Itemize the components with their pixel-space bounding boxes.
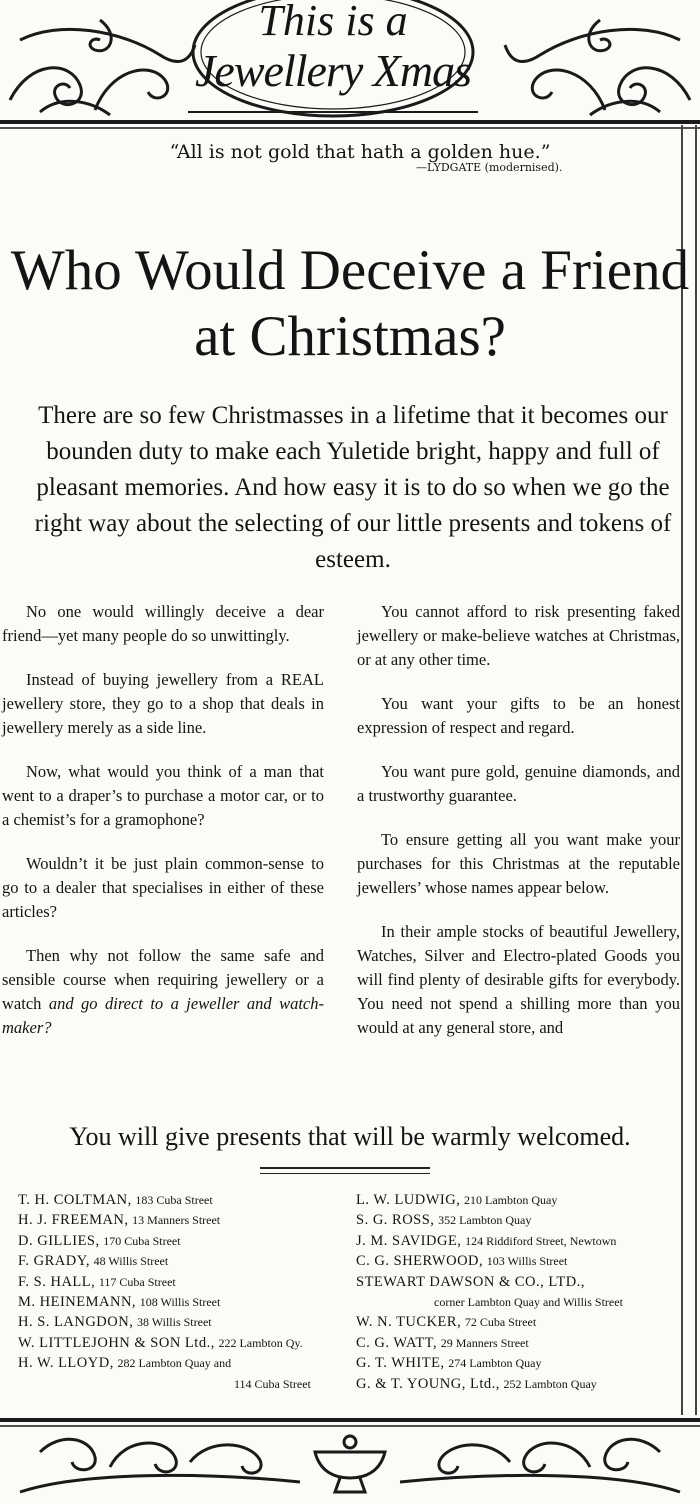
paragraph: To ensure getting all you want make your purchases for this Christmas at the reputable jewellers’ whose names appear below.	[357, 830, 680, 897]
ornamental-footer	[0, 1412, 700, 1499]
list-item	[18, 1312, 348, 1332]
jeweller-name: J. M. SAVIDGE,	[356, 1232, 462, 1249]
epigraph-quote: “All is not gold that hath a golden hue.”	[169, 141, 551, 163]
jeweller-address: 252 Lambton Quay	[503, 1376, 597, 1391]
paragraph: You want your gifts to be an honest expression of respect and regard.	[357, 694, 680, 737]
jeweller-name: H. W. LLOYD,	[18, 1355, 114, 1372]
list-item	[356, 1251, 676, 1271]
jeweller-address: 72 Cuba Street	[464, 1315, 537, 1330]
list-item	[18, 1190, 348, 1210]
closing-line: You will give presents that will be warmly welcomed.	[69, 1122, 631, 1151]
paragraph-text: Then why not follow the same safe and sensible course when requiring jewellery or a watch	[2, 946, 324, 1013]
jeweller-address: 108 Willis Street	[139, 1295, 221, 1310]
jeweller-name: G. T. WHITE,	[356, 1355, 445, 1372]
jeweller-name: G. & T. YOUNG, Ltd.,	[356, 1375, 500, 1392]
paragraph	[2, 944, 324, 1040]
paragraph-emphasis: and go direct to a jeweller and watch-maker?	[2, 994, 324, 1037]
ornamental-header	[0, 0, 700, 135]
paragraph: Wouldn’t it be just plain common-sense to go to a dealer that specialises in either of these articles?	[2, 854, 324, 921]
jeweller-name: C. G. WATT,	[356, 1334, 438, 1351]
list-item	[18, 1333, 348, 1353]
list-item	[356, 1353, 676, 1373]
right-column	[357, 600, 680, 1060]
list-item	[18, 1210, 348, 1230]
title-line-2: Jewellery Xmas	[195, 45, 471, 96]
list-item	[356, 1210, 676, 1230]
paragraph: You cannot afford to risk presenting faked jewellery or make-believe watches at Christmas, or at any other time.	[357, 602, 680, 669]
jeweller-list-right	[356, 1190, 676, 1394]
list-item	[356, 1272, 676, 1292]
jeweller-name: W. LITTLEJOHN & SON Ltd.,	[18, 1334, 215, 1351]
jeweller-address: 222 Lambton Qy.	[218, 1335, 303, 1350]
jeweller-name: F. S. HALL,	[18, 1273, 96, 1290]
paragraph: You want pure gold, genuine diamonds, and a trustworthy guarantee.	[357, 762, 680, 805]
jeweller-name: H. S. LANGDON,	[18, 1314, 134, 1331]
list-item	[18, 1251, 348, 1271]
jeweller-name: L. W. LUDWIG,	[356, 1192, 461, 1208]
urn-ornament-icon	[0, 1412, 700, 1499]
list-item	[356, 1333, 676, 1353]
jeweller-name: W. N. TUCKER,	[356, 1314, 462, 1331]
list-item	[18, 1272, 348, 1292]
list-item	[18, 1231, 348, 1251]
title-line-1: This is a	[258, 0, 408, 45]
list-item-continuation	[356, 1292, 676, 1312]
jeweller-address: 124 Riddiford Street, Newtown	[465, 1233, 617, 1248]
jeweller-name: S. G. ROSS,	[356, 1212, 435, 1229]
paragraph: No one would willingly deceive a dear friend—yet many people do so unwittingly.	[2, 602, 324, 645]
paragraph: Now, what would you think of a man that went to a draper’s to purchase a motor car, or to a chemist’s for a gramophone?	[2, 762, 324, 829]
list-item	[18, 1292, 348, 1312]
epigraph-attribution: —LYDGATE (modernised).	[416, 161, 563, 174]
jeweller-address: 48 Willis Street	[93, 1254, 169, 1269]
jeweller-name: STEWART DAWSON & CO., LTD.,	[356, 1273, 585, 1290]
jeweller-address: 29 Manners Street	[440, 1335, 529, 1350]
list-item	[356, 1312, 676, 1332]
jeweller-address: corner Lambton Quay and Willis Street	[434, 1295, 623, 1310]
jeweller-name: T. H. COLTMAN,	[18, 1192, 132, 1208]
left-column	[2, 600, 324, 1060]
paragraph: In their ample stocks of beautiful Jewellery, Watches, Silver and Electro-plated Goods you will find plenty of desirable gifts for everybody. You need not spend a shilling more than you would at any general store, and	[357, 922, 680, 1037]
jeweller-address: 274 Lambton Quay	[448, 1356, 542, 1371]
jeweller-address: 13 Manners Street	[132, 1213, 221, 1228]
divider-rule	[260, 1167, 430, 1174]
paragraph: Instead of buying jewellery from a REAL jewellery store, they go to a shop that deals in jewellery merely as a side line.	[2, 670, 324, 737]
jeweller-address: 117 Cuba Street	[98, 1274, 176, 1289]
list-item	[18, 1353, 348, 1373]
jeweller-address: 114 Cuba Street	[234, 1376, 311, 1391]
jeweller-address: 210 Lambton Quay	[464, 1193, 558, 1207]
jeweller-address: 352 Lambton Quay	[438, 1213, 532, 1228]
jeweller-name: C. G. SHERWOOD,	[356, 1253, 484, 1270]
jeweller-name: H. J. FREEMAN,	[18, 1212, 129, 1229]
jeweller-address: 38 Willis Street	[136, 1315, 212, 1330]
list-item	[356, 1231, 676, 1251]
jeweller-address: 183 Cuba Street	[135, 1193, 213, 1207]
title-oval	[193, 0, 473, 118]
jeweller-list-left	[18, 1190, 348, 1394]
jeweller-name: M. HEINEMANN,	[18, 1294, 137, 1311]
jeweller-address: 282 Lambton Quay and	[117, 1356, 232, 1371]
list-item	[356, 1374, 676, 1394]
jeweller-address: 103 Willis Street	[486, 1254, 568, 1269]
jeweller-name: F. GRADY,	[18, 1253, 90, 1270]
jeweller-name: D. GILLIES,	[18, 1232, 100, 1249]
intro-paragraph: There are so few Christmasses in a lifetime that it becomes our bounden duty to make each Yuletide bright, happy and full of pleasant memories. And how easy it is to do so when we go the right way about the selecting of our little presents and tokens of esteem.	[34, 402, 672, 573]
headline: Who Would Deceive a Friend at Christmas?	[10, 239, 690, 368]
list-item-continuation	[18, 1374, 348, 1394]
jeweller-address: 170 Cuba Street	[103, 1233, 181, 1248]
list-item	[356, 1190, 676, 1210]
